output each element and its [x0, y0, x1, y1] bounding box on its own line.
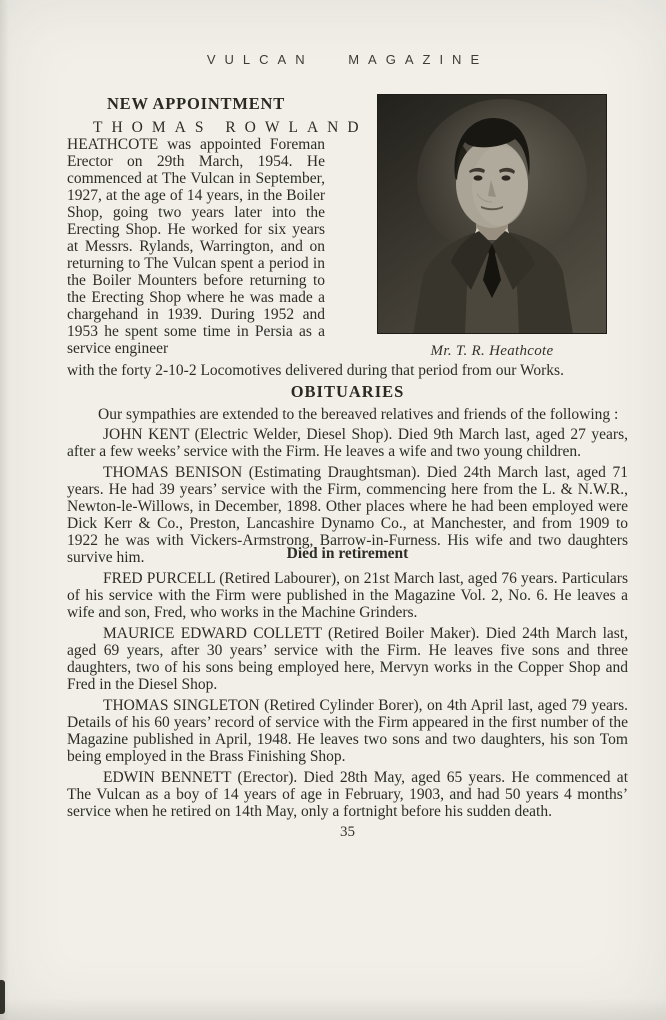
- heathcote-portrait-photo: [377, 94, 607, 334]
- photo-column: [377, 94, 607, 360]
- obituary-entry-bennett: EDWIN BENNETT (Erector). Died 28th May, aged 65 years. He commenced at The Vulcan as a boy of 14 years of age in February, 1903, and had 50 years 4 months’ service when he retired on 14th May, only a fortnight before his sudden death.: [67, 768, 628, 820]
- page-number: 35: [340, 823, 355, 840]
- scan-bottom-shadow: [0, 998, 666, 1020]
- photo-caption: Mr. T. R. Heathcote: [430, 343, 554, 359]
- appointment-name-line: THOMAS ROWLAND: [93, 119, 368, 136]
- new-appointment-heading: NEW APPOINTMENT: [106, 94, 286, 113]
- died-in-retirement-heading: Died in retirement: [286, 544, 409, 562]
- obituary-entry-singleton: THOMAS SINGLETON (Retired Cylinder Borer), on 4th April last, aged 79 years. Details of his 60 years’ record of service with the Firm appeared in the first number of the Magazine published in April, 1948. He leaves two sons and two daughters, his son Tom being employed in the Brass Finishing Shop.: [67, 696, 628, 765]
- obituary-entry-benison-wrap: [67, 464, 628, 566]
- obituary-entry-purcell: FRED PURCELL (Retired Labourer), on 21st March last, aged 76 years. Particulars of his service with the Firm were published in the Magazine Vol. 2, No. 6. He leaves a wife and son, Fred, who works in the Machine Grinders.: [67, 569, 628, 621]
- portrait-illustration: [377, 94, 607, 334]
- obituaries-heading: OBITUARIES: [290, 381, 405, 401]
- appointment-text-column: [67, 94, 368, 357]
- appointment-body-text: HEATHCOTE was appointed Foreman Erector on 29th March, 1954. He commenced at The Vulcan in September, 1927, at the age of 14 years, in the Boiler Shop, going two years later into the Erecting Shop. He worked for six years at Messrs. Rylands, Warrington, and on returning to The Vulcan spent a period in the Boiler Mounters before returning to the Erecting Shop where he was made a chargehand in 1939. During 1952 and 1953 he spent some time in Persia as a service engineer: [67, 136, 325, 357]
- appointment-section: [67, 94, 628, 360]
- appointment-paragraph: [67, 119, 368, 357]
- magazine-title: VULCAN MAGAZINE: [206, 52, 489, 67]
- appointment-continuation: with the forty 2-10-2 Locomotives delivered during that period from our Works.: [67, 361, 564, 379]
- obituary-entry-kent: JOHN KENT (Electric Welder, Diesel Shop). Died 9th March last, aged 27 years, after a few weeks’ service with the Firm. He leaves a wife and two young children.: [67, 425, 628, 460]
- obituary-entry-collett: MAURICE EDWARD COLLETT (Retired Boiler Maker). Died 24th March last, aged 69 years, after 30 years’ service with the Firm. He leaves five sons and three daughters, two of his sons being employed here, Mervyn works in the Copper Shop and Fred in the Diesel Shop.: [67, 624, 628, 693]
- obituary-entry-benison: THOMAS BENISON (Estimating Draughtsman). Died 24th March last, aged 71 years. He had 39 years’ service with the Firm, commencing here from the L. & N.W.R., Newton-le-Willows, in December, 1898. Other places where he had been employed were Dick Kerr & Co., Preston, Lancashire Dynamo Co., at Manchester, and from 1909 to 1922 he was with Vickers-Armstrong, Barrow-in-Furness. His wife and two daughters survive him.: [67, 463, 628, 566]
- scan-edge-mark: [0, 980, 5, 1014]
- obituaries-intro: Our sympathies are extended to the bereaved relatives and friends of the following :: [98, 405, 619, 423]
